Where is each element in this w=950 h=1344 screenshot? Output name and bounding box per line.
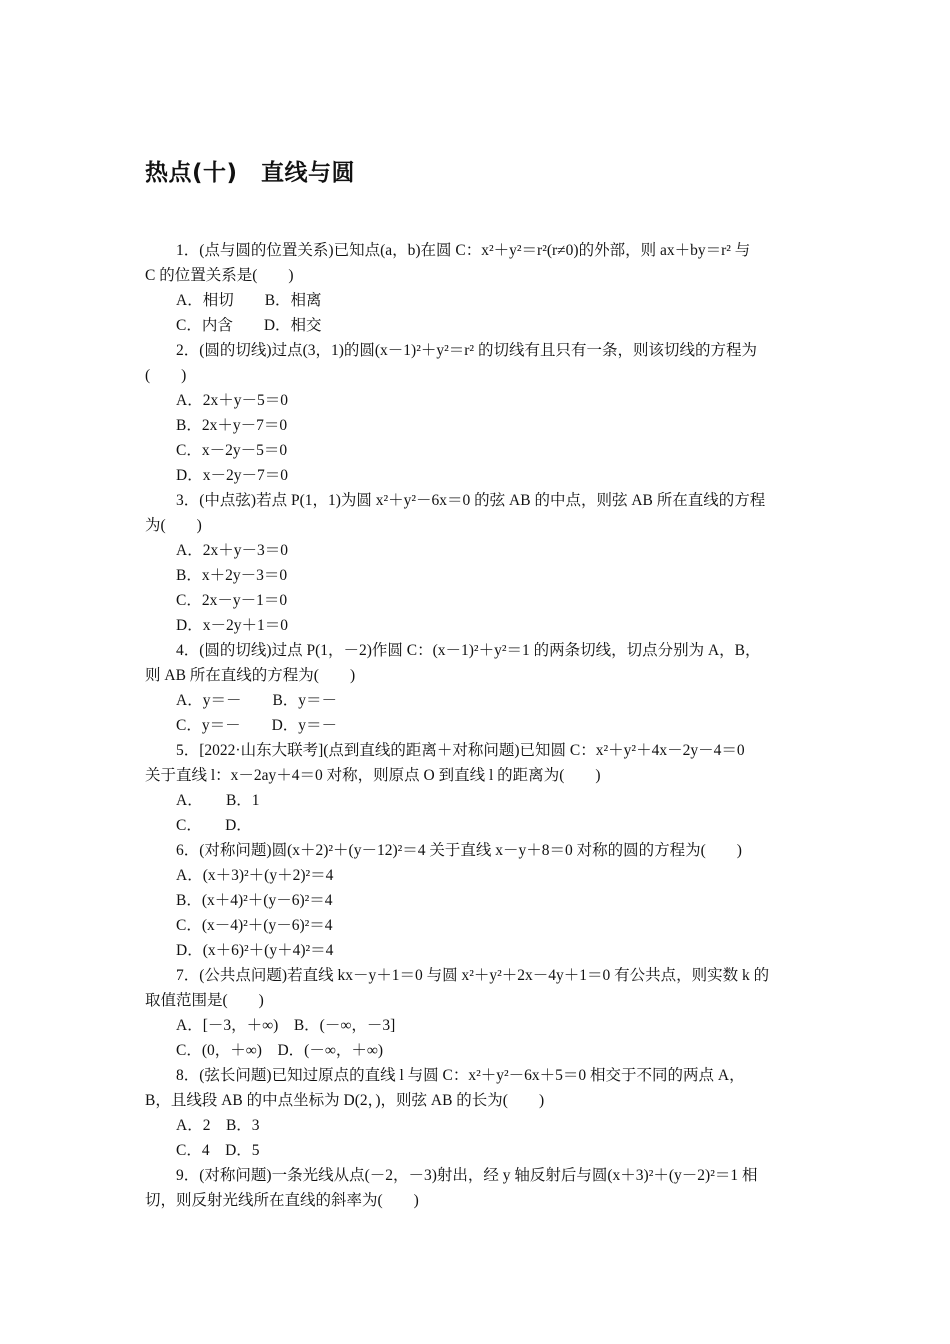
text-line: C．(0，＋∞) D．(－∞，＋∞) — [176, 1042, 384, 1059]
text-line: 为( ) — [145, 517, 202, 534]
text-line: A．2 B．3 — [176, 1117, 260, 1134]
text-line: B．(x＋4)²＋(y－6)²＝4 — [176, 892, 333, 909]
text-line: 7．(公共点问题)若直线 kx－y＋1＝0 与圆 x²＋y²＋2x－4y＋1＝0 有公共点，则实数 k 的 — [176, 967, 770, 984]
text-line: 1．(点与圆的位置关系)已知点(a，b)在圆 C：x²＋y²＝r²(r≠0)的外部，则 ax＋by＝r² 与 — [176, 242, 751, 259]
text-line: A．相切 B．相离 — [176, 292, 322, 309]
text-line: 切，则反射光线所在直线的斜率为( ) — [145, 1192, 419, 1209]
text-line: 3．(中点弦)若点 P(1，1)为圆 x²＋y²－6x＝0 的弦 AB 的中点，则弦 AB 所在直线的方程 — [176, 492, 766, 509]
text-line: A．(x＋3)²＋(y＋2)²＝4 — [176, 867, 334, 884]
text-line: D．x－2y－7＝0 — [176, 467, 288, 484]
text-line: A．[－3，＋∞) B．(－∞，－3] — [176, 1017, 396, 1034]
text-line: C 的位置关系是( ) — [145, 267, 294, 284]
question-list — [145, 238, 810, 1213]
text-line: D．x－2y＋1＝0 — [176, 617, 288, 634]
text-line: B．2x＋y－7＝0 — [176, 417, 288, 434]
text-line: 8．(弦长问题)已知过原点的直线 l 与圆 C：x²＋y²－6x＋5＝0 相交于不同的两点 A， — [176, 1067, 745, 1084]
text-line: 则 AB 所在直线的方程为( ) — [145, 667, 356, 684]
text-line: C． D． — [176, 817, 252, 834]
text-line: C．(x－4)²＋(y－6)²＝4 — [176, 917, 333, 934]
text-line: C．内含 D．相交 — [176, 317, 322, 334]
text-line: 5．[2022·山东大联考](点到直线的距离＋对称问题)已知圆 C：x²＋y²＋4x－2y－4＝0 — [176, 742, 745, 759]
text-line: 9．(对称问题)一条光线从点(－2，－3)射出，经 y 轴反射后与圆(x＋3)²＋(y－2)²＝1 相 — [176, 1167, 758, 1184]
text-line: A．2x＋y－3＝0 — [176, 542, 288, 559]
text-line: C．y＝－ D．y＝－ — [176, 717, 338, 734]
text-line: C．2x－y－1＝0 — [176, 592, 288, 609]
text-line: A． B．1 — [176, 792, 260, 809]
text-line: 4．(圆的切线)过点 P(1，－2)作圆 C：(x－1)²＋y²＝1 的两条切线，切点分别为 A，B， — [176, 642, 761, 659]
text-line: 2．(圆的切线)过点(3，1)的圆(x－1)²＋y²＝r² 的切线有且只有一条，则该切线的方程为 — [176, 342, 757, 359]
text-line: B，且线段 AB 的中点坐标为 D(2，)，则弦 AB 的长为( ) — [145, 1092, 545, 1109]
text-line: A．y＝－ B．y＝－ — [176, 692, 338, 709]
text-line: ( ) — [145, 367, 187, 384]
page-title: 热点(十) 直线与圆 — [145, 160, 356, 186]
text-line: 关于直线 l：x－2ay＋4＝0 对称，则原点 O 到直线 l 的距离为( ) — [145, 767, 601, 784]
text-line: C．4 D．5 — [176, 1142, 260, 1159]
text-line: 6．(对称问题)圆(x＋2)²＋(y－12)²＝4 关于直线 x－y＋8＝0 对称的圆的方程为( ) — [176, 842, 742, 859]
text-line: C．x－2y－5＝0 — [176, 442, 288, 459]
text-line: A．2x＋y－5＝0 — [176, 392, 288, 409]
text-line: B．x＋2y－3＝0 — [176, 567, 288, 584]
text-line: D．(x＋6)²＋(y＋4)²＝4 — [176, 942, 334, 959]
text-line: 取值范围是( ) — [145, 992, 264, 1009]
